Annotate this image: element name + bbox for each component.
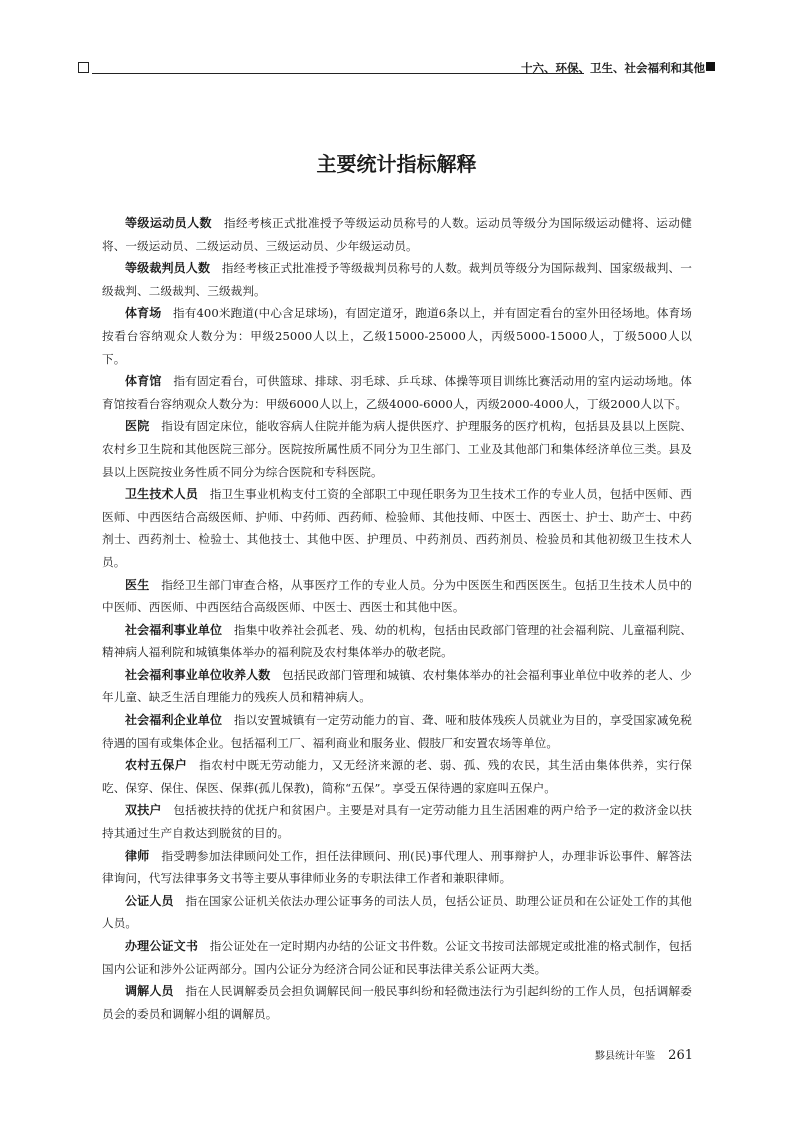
entry-definition: 指有固定看台，可供篮球、排球、羽毛球、乒乓球、体操等项目训练比赛活动用的室内运动场地。体育馆按看台容纳观众人数分为：甲级6000人以上，乙级4000-6000人，丙级2000-4000人，丁级2000人以下。 [102, 374, 692, 411]
entry-definition: 指在国家公证机关依法办理公证事务的司法人员，包括公证员、助理公证员和在公证处工作的其他人员。 [102, 893, 692, 931]
entry-definition: 指公证处在一定时期内办结的公证文书件数。公证文书按司法部规定或批准的格式制作，包括国内公证和涉外公证两部分。国内公证分为经济合同公证和民事法律关系公证两大类。 [102, 939, 692, 976]
entry-term: 卫生技术人员 [125, 487, 199, 502]
entry-definition: 包括被扶持的优抚户和贫困户。主要是对具有一定劳动能力且生活困难的两户给予一定的救济金以扶持其通过生产自救达到脱贫的目的。 [102, 803, 692, 841]
entry-definition: 指在人民调解委员会担负调解民间一般民事纠纷和轻微违法行为引起纠纷的工作人员，包括调解委员会的委员和调解小组的调解员。 [102, 984, 692, 1021]
entry-term: 双扶户 [125, 803, 162, 818]
entry-term: 农村五保户 [125, 758, 188, 773]
glossary-entry [102, 799, 692, 844]
glossary-entry [102, 257, 692, 302]
section-title: 十六、环保、卫生、社会福利和其他 [521, 61, 705, 75]
glossary-entry [102, 574, 692, 619]
entry-term: 医生 [125, 577, 150, 592]
entry-definition: 指有400米跑道(中心含足球场)，有固定道牙，跑道6条以上，并有固定看台的室外田径场地。体育场按看台容纳观众人数分为：甲级25000人以上，乙级15000-25000人，丙级5000-15000人，丁级5000人以下。 [102, 306, 692, 366]
entry-definition: 包括民政部门管理和城镇、农村集体举办的社会福利事业单位中收养的老人、少年儿童、缺乏生活自理能力的残疾人员和精神病人。 [102, 667, 692, 705]
entry-term: 等级运动员人数 [125, 216, 212, 230]
entry-definition: 指卫生事业机构支付工资的全部职工中现任职务为卫生技术工作的专业人员，包括中医师、西医师、中西医结合高级医师、护师、中药师、西药师、检验师、其他技师、中医士、西医士、护士、助产士、中药剂士、西药剂士、检验士、其他技士、其他中医、护理员、中药剂员、西药剂员、检验员和其他初级卫生技术人员。 [102, 487, 692, 569]
header-square-filled-icon [706, 62, 715, 71]
entry-definition: 指集中收养社会孤老、残、幼的机构，包括由民政部门管理的社会福利院、儿童福利院、精神病人福利院和城镇集体举办的福利院及农村集体举办的敬老院。 [102, 622, 692, 660]
entry-term: 医院 [125, 419, 150, 434]
entry-term: 等级裁判员人数 [125, 261, 211, 276]
entry-term: 办理公证文书 [125, 939, 199, 953]
glossary-entry [102, 709, 692, 754]
entry-definition: 指以安置城镇有一定劳动能力的盲、聋、哑和肢体残疾人员就业为目的，享受国家减免税待遇的国有或集体企业。包括福利工厂、福利商业和服务业、假肢厂和安置农场等单位。 [102, 713, 692, 750]
entry-term: 调解人员 [125, 984, 174, 999]
glossary-entry [102, 212, 692, 257]
entry-term: 公证人员 [125, 893, 174, 908]
entry-definition: 指受聘参加法律顾问处工作，担任法律顾问、刑(民)事代理人、刑事辩护人，办理非诉讼事件、解答法律询问，代写法律事务文书等主要从事律师业务的专职法律工作者和兼职律师。 [102, 848, 693, 886]
entry-term: 律师 [125, 848, 150, 863]
header-square-outline-icon [78, 62, 89, 73]
page-number: 261 [668, 1048, 693, 1063]
page-title: 主要统计指标解释 [316, 152, 477, 176]
entry-term: 社会福利企业单位 [125, 713, 223, 728]
entry-term: 体育场 [125, 306, 162, 321]
entry-definition: 指经考核正式批准授予等级运动员称号的人数。运动员等级分为国际级运动健将、运动健将、一级运动员、二级运动员、三级运动员、少年级运动员。 [102, 216, 693, 253]
glossary-entry [102, 302, 692, 370]
glossary-entry [102, 664, 692, 709]
glossary-entry [102, 845, 692, 890]
entry-definition: 指农村中既无劳动能力，又无经济来源的老、弱、孤、残的农民，其生活由集体供养，实行保吃、保穿、保住、保医、保葬(孤儿保教)，简称“五保”。享受五保待遇的家庭叫五保户。 [102, 758, 692, 795]
entry-definition: 指经考核正式批准授予等级裁判员称号的人数。裁判员等级分为国际裁判、国家级裁判、一级裁判、二级裁判、三级裁判。 [102, 261, 692, 298]
entry-term: 社会福利事业单位收养人数 [125, 667, 271, 682]
glossary-entry [102, 483, 692, 573]
glossary-entry [102, 415, 692, 483]
page-footer [595, 1044, 693, 1063]
glossary-entry [102, 980, 692, 1025]
glossary-entry [102, 935, 692, 980]
running-header [78, 60, 715, 76]
entry-term: 体育馆 [125, 374, 162, 389]
entry-definition: 指设有固定床位，能收容病人住院并能为病人提供医疗、护理服务的医疗机构，包括县及县以上医院、农村乡卫生院和其他医院三部分。医院按所属性质不同分为卫生部门、工业及其他部门和集体经济单位三类。县及县以上医院按业务性质不同分为综合医院和专科医院。 [102, 419, 692, 479]
glossary-entry [102, 370, 692, 415]
glossary-content [102, 212, 692, 1025]
entry-definition: 指经卫生部门审查合格，从事医疗工作的专业人员。分为中医医生和西医医生。包括卫生技术人员中的中医师、西医师、中西医结合高级医师、中医士、西医士和其他中医。 [102, 577, 692, 615]
entry-term: 社会福利事业单位 [125, 622, 223, 637]
glossary-entry [102, 890, 692, 935]
publication-name: 黟县统计年鉴 [595, 1051, 656, 1062]
header-rule [92, 73, 584, 74]
glossary-entry [102, 619, 692, 664]
glossary-entry [102, 754, 692, 799]
